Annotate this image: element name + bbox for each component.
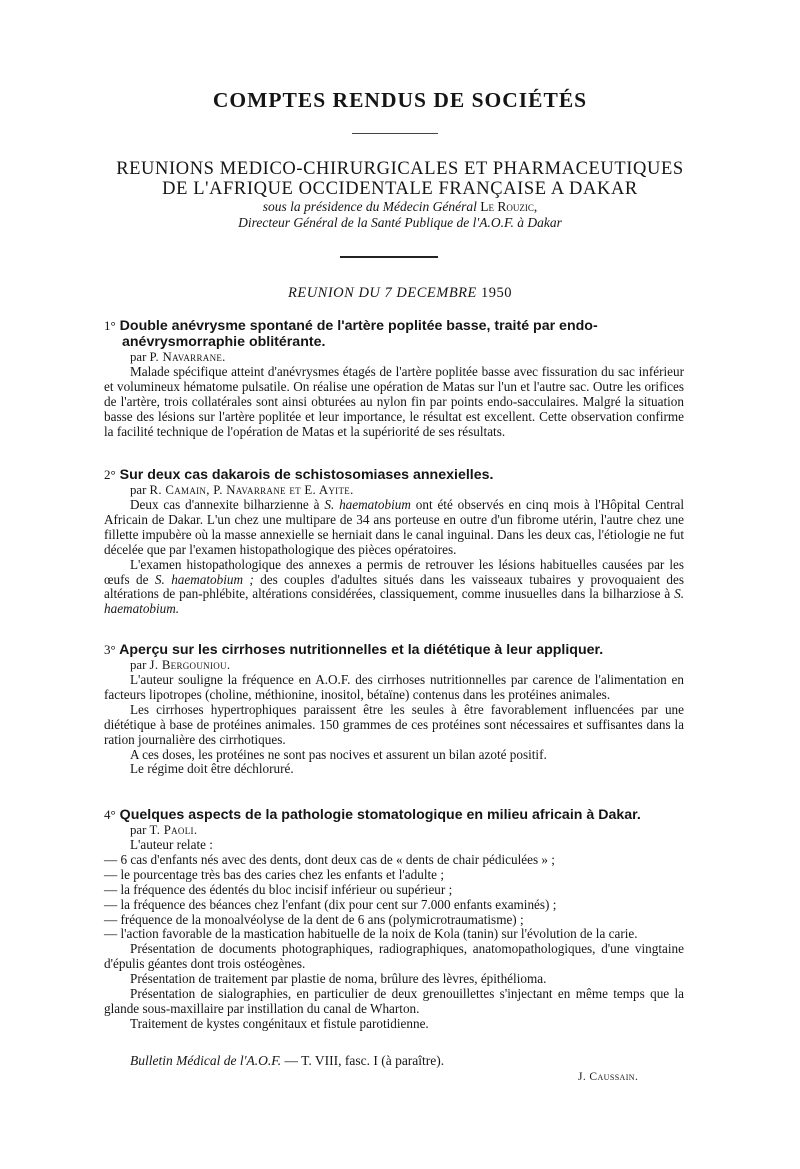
society-name-line-2: DE L'AFRIQUE OCCIDENTALE FRANÇAISE A DAKAR: [162, 179, 638, 199]
section-authors: [104, 658, 684, 673]
bulletin-volume: — T. VIII, fasc. I (à paraître).: [284, 1053, 445, 1068]
society-name-line-1: REUNIONS MEDICO-CHIRURGICALES ET PHARMACEUTIQUES: [116, 159, 684, 179]
section-paragraph: Présentation de documents photographiques, radiographiques, anatomopathologiques, d'une vingtaine d'épulis géantes dont trois ostéogènes.: [104, 941, 684, 972]
text-run: L'examen histopathologique des annexes a permis de retrouver les lésions habituelles causées par les œufs de: [104, 556, 684, 587]
section-paragraph: Présentation de traitement par plastie de noma, brûlure des lèvres, épithélioma.: [130, 971, 547, 987]
section-intro: L'auteur relate :: [130, 837, 213, 852]
section-authors: [104, 823, 684, 838]
section-title-line-2: anévrysmorraphie oblitérante.: [122, 334, 326, 350]
list-item: — fréquence de la monoalvéolyse de la dent de 6 ans (polymicrotraumatisme) ;: [104, 911, 524, 927]
section-title: [104, 807, 684, 823]
text-run: des couples d'adultes situés dans les vaisseaux tubaires y provoquaient des altérations de pan-phlébite, altérations considérées, classiquement, comme inusuelles dans la bilharziose à: [104, 571, 685, 602]
by-prefix: par: [130, 823, 147, 837]
bulletin-reference: [130, 1053, 444, 1069]
page-title: COMPTES RENDUS DE SOCIÉTÉS: [212, 88, 588, 112]
section-title-line-1: Double anévrysme spontané de l'artère poplitée basse, traité par endo-: [119, 318, 598, 334]
section-title-line-1: Sur deux cas dakarois de schistosomiases annexielles.: [119, 467, 494, 483]
section-paragraph: A ces doses, les protéines ne sont pas nocives et assurent un bilan azoté positif.: [130, 746, 547, 762]
section-number: 4°: [104, 807, 116, 822]
section-2: [104, 467, 684, 617]
section-paragraph: [104, 498, 684, 558]
species-name: S. haematobium: [324, 497, 411, 512]
section-paragraph: Présentation de sialographies, en particulier de deux grenouillettes s'injectant en même temps que la glande sous-maxillaire par instillation du canal de Wharton.: [104, 986, 684, 1016]
section-number: 2°: [104, 467, 116, 482]
author-names: T. Paoli.: [149, 823, 198, 837]
section-1: [104, 318, 684, 440]
meeting-date: [0, 285, 800, 302]
presidency-prefix: sous la présidence du Médecin Général: [262, 199, 477, 214]
section-4: [104, 807, 684, 1032]
section-number: 3°: [104, 642, 116, 657]
section-paragraph: Le régime doit être déchloruré.: [130, 761, 294, 777]
header-divider: [340, 256, 438, 258]
by-prefix: par: [130, 350, 147, 364]
section-title: [104, 318, 684, 334]
species-name: S. haematobium ;: [154, 571, 254, 587]
section-authors: [104, 483, 684, 498]
by-prefix: par: [130, 658, 147, 672]
section-3: [104, 642, 684, 777]
species-name: S. haematobium.: [104, 586, 684, 617]
list-item: — la fréquence des édentés du bloc incisif inférieur ou supérieur ;: [104, 881, 453, 897]
section-paragraph: Les cirrhoses hypertrophiques paraissent être les seules à être favorablement influencées par une diététique à base de protéines animales. 150 grammes de ces protéines sont nécessaires et suffisantes dans la ration journalière des cirrhotiques.: [104, 701, 684, 747]
section-title-line-1: Quelques aspects de la pathologie stomatologique en milieu africain à Dakar.: [119, 807, 641, 823]
list-item: — la fréquence des béances chez l'enfant (dix pour cent sur 7.000 enfants examinés) ;: [104, 896, 557, 912]
bulletin-title: Bulletin Médical de l'A.O.F.: [130, 1053, 282, 1068]
section-title: [104, 467, 684, 483]
section-number: 1°: [104, 318, 116, 333]
list-item: — l'action favorable de la mastication habituelle de la noix de Kola (tanin) sur l'évolution de la carie.: [104, 926, 638, 942]
author-names: J. Bergouniou.: [149, 658, 231, 672]
president-name: Le Rouzic,: [480, 199, 538, 214]
section-paragraph: L'auteur souligne la fréquence en A.O.F. des cirrhoses nutritionnelles par carence de l'alimentation en facteurs lipotropes (choline, méthionine, inositol, bétaïne) contenus dans les protéines animales.: [104, 672, 684, 702]
list-item: — le pourcentage très bas des caries chez les enfants et l'adulte ;: [104, 866, 444, 882]
director-line: Directeur Général de la Santé Publique de l'A.O.F. à Dakar: [238, 215, 562, 230]
section-title: [104, 642, 684, 658]
section-authors: [104, 350, 684, 365]
text-run: Deux cas d'annexite bilharzienne à: [130, 497, 320, 512]
section-title-line-1: Aperçu sur les cirrhoses nutritionnelles et la diététique à leur appliquer.: [119, 642, 604, 658]
meeting-year: 1950: [481, 285, 513, 301]
list-item: — 6 cas d'enfants nés avec des dents, dont deux cas de « dents de chair pédiculées » ;: [104, 851, 555, 867]
meeting-label: REUNION DU 7 DECEMBRE: [287, 285, 477, 301]
title-divider: [352, 133, 438, 134]
by-prefix: par: [130, 483, 147, 497]
author-signature: J. Caussain.: [578, 1071, 639, 1083]
presidency-line: [80, 199, 720, 215]
section-paragraph: Traitement de kystes congénitaux et fistule parotidienne.: [130, 1015, 429, 1031]
text-run: ont été observés en cinq mois à l'Hôpital Central Africain de Dakar. L'un chez une multipare de 34 ans porteuse en outre d'un fibrome utérin, l'autre chez une fillette impubère où la masse annexielle se herniait dans le canal inguinal. Dans les deux cas, l'étiologie ne fut décelée que par l'examen histopathologique des pièces opératoires.: [104, 497, 685, 557]
author-names: P. Navarrane.: [149, 350, 226, 364]
author-names: R. Camain, P. Navarrane et E. Ayite.: [149, 483, 354, 497]
section-paragraph: [104, 558, 684, 618]
section-paragraph: Malade spécifique atteint d'anévrysmes étagés de l'artère poplitée basse avec fissuration du sac inférieur et volumineux hématome pulsatile. On réalise une opération de Matas sur l'un et l'autre sac. Outre les orifices de l'artère, trois collatérales sont ainsi obturées au nylon fin par points endo-sacculaires. Malgré la situation basse des lésions sur l'artère poplitée et leur importance, le résultat est excellent. Cette observation confirme la facilité technique de l'opération de Matas et la supériorité de ses résultats.: [104, 364, 684, 439]
